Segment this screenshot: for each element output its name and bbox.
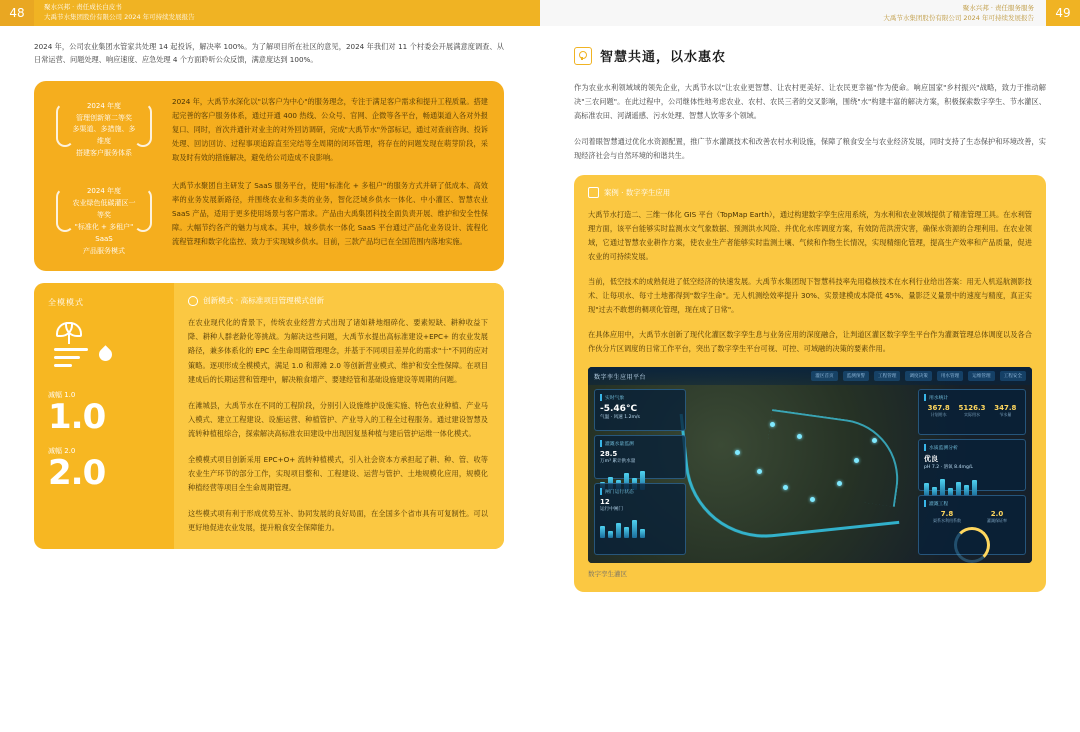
gate-status-bar-chart [600,516,680,538]
dashboard-tab-5[interactable]: 运维管理 [968,371,994,381]
water-chapter-icon [574,47,592,65]
digital-twin-dashboard-screenshot [588,367,1032,563]
level-1-value: 1.0 [48,397,106,438]
water-volume-panel [594,435,686,479]
water-usage-panel [918,389,1026,435]
innovation-title [188,295,488,306]
case-paragraph-1: 大禹节水打造二、三维一体化 GIS 平台（TopMap Earth），通过构建数字孪生应用系统，为水利和农业领域提供了精准管理工具。在水利管理方面，该平台能够实时监测水文气象数据、预测洪水风险、并优化水库调度方案，有效防范洪涝灾害，确保水资源的合理利用。在农业领域，它通过智慧农业耕作方案，使农业生产者能够实时监测土壤、气候和作物生长情况，实现精细化管理，提高生产效率和产品质量，促进农业的可持续发展。 [588,210,1032,262]
laurel-leaf-left-icon [56,188,74,232]
water-quality-title: 水质监测分析 [924,444,1020,451]
right-page [540,0,1080,732]
case-paragraph-2: 当前，低空技术的成熟促进了低空经济的快速发展。大禹节水集团现下智慧科技率先用稳核技术在水利行业给出答案：用无人机巡航测影技术、让每项水、每寸土地都得到"数字生命"。无人机测绘效率提升 30%、实景建模成本降低 45%、量影泛义量景中的速度与精度，真正实现"过去不敢想的稠项化管理，现在成了日常"。 [588,277,1032,315]
dashboard-topbar [588,367,1032,385]
left-content [34,40,504,549]
sprout-water-icon [50,320,114,376]
dashboard-tab-1[interactable]: 监测预警 [843,371,869,381]
innovation-metrics [34,283,174,548]
dashboard-tab-3[interactable]: 调度决策 [905,371,931,381]
laurel-leaf-right-icon [134,188,152,232]
right-page-number: 49 [1046,0,1080,26]
award-2-line2: 农业绿色低碳灌区一等奖 [72,198,136,219]
weather-panel [594,389,686,431]
water-usage-metric-1-value: 5126.3 [958,404,986,413]
sprout-stem-icon [68,332,70,344]
field-line-2-icon [54,356,80,359]
gate-status-title: 闸门运行状态 [600,488,680,495]
service-system-card [34,81,504,272]
water-drop-icon [96,346,114,364]
water-usage-metric-1 [957,404,986,418]
level-1-label: 减幅 1.0 [48,391,76,400]
water-usage-metric-2-value: 347.8 [994,404,1017,413]
water-usage-title: 用水统计 [924,394,1020,401]
award-laurel-1 [52,101,156,160]
left-header-text [34,3,195,23]
innovation-paragraph-2: 在滩城县，大禹节水在不同的工程阶段，分别引入设施维护设施实施、特色农业种植、产业马入模式、建立工程建设、设施运营、种植管护、产业导入的工程全过程服务。通过建设智慧及流转种植租综合，探索解决高标准农田建设中出现因复垦种植与建后管护运维一体化模式。 [188,400,488,438]
section-heading [574,46,1046,65]
dashboard-tab-6[interactable]: 工程安全 [1000,371,1026,381]
dashboard-tabs[interactable] [811,371,1026,381]
dashboard-title: 数字孪生应用平台 [594,373,647,381]
water-usage-metric-2 [991,404,1020,418]
water-volume-title: 灌溉水量监测 [600,440,680,447]
water-usage-metric-1-label: 实际用水 [963,412,980,418]
innovation-paragraph-1: 在农业现代化的背景下，传统农业经营方式出现了诸如耕地细碎化、要素短缺、耕种收益下降、耕种人群老龄化等挑战。为解决这些问题，大禹节水提出高标准建设+EPC+ 的农业发展路径，兼多体系化的 EPC 全生命周期管理理念，并基于不同项目差异化的需求"十"不同的应对策略。逐项形成全模模式，满足 1.0 和滞滩 2.0 等创新营业模式、维护和安全性保障。在项目建成后的长期运营和管理中，解决粮食增产、要建经管和基础设施建设等周期的问题。 [188,318,488,384]
station-marker [797,434,802,439]
water-quality-bar-chart [924,474,1020,496]
innovation-text [174,283,504,548]
water-volume-sub: 万m³ 累计供水量 [600,459,636,465]
weather-panel-sub: 气温 · 风速 1.2m/s [600,415,640,421]
irrigation-project-title: 灌溉工程 [924,500,1020,507]
irrigation-project-panel [918,495,1026,555]
irrigation-metric-1 [974,510,1020,524]
award-2-line4: 产品服务模式 [83,246,125,255]
station-marker [837,481,842,486]
award-2-line1: 2024 年度 [86,187,122,196]
innovation-mode-label: 全模模式 [48,298,84,308]
award-laurels [48,95,160,258]
dashboard-tab-2[interactable]: 工程管理 [874,371,900,381]
gate-status-sub: 运行中闸门 [600,507,623,513]
case-badge-icon [588,187,599,198]
irrigation-metric-1-value: 2.0 [990,510,1004,519]
right-content [574,46,1046,592]
laurel-leaf-right-icon [134,103,152,147]
service-card-text [172,95,488,258]
right-header-text [883,4,1034,24]
water-quality-value: 优良 [924,455,938,464]
station-marker [735,450,740,455]
irrigation-metric-0-label: 渠系水利用系数 [933,518,961,524]
left-page-header [0,0,540,26]
station-marker [810,497,815,502]
award-1-line4: 搭建客户服务体系 [76,149,132,158]
field-line-3-icon [54,364,72,367]
water-usage-metric-2-label: 节水量 [999,412,1012,418]
award-1-line3: 多渠道、多措施、多维度 [72,125,136,146]
water-usage-metric-0-value: 367.8 [927,404,950,413]
water-usage-metric-0 [924,404,953,418]
innovation-title-text: 创新模式 · 高标准项目管理模式创新 [203,296,325,306]
laurel-leaf-left-icon [56,103,74,147]
left-header-line1: 聚水兴邦 · 责任成长白皮书 [44,3,122,12]
right-page-header [540,0,1080,26]
right-paragraph-1: 作为农业水利领域域的领先企业，大禹节水以"让农业更智慧、让农村更美好、让农民更幸福"作为使命。响应国家"乡村振兴"战略，致力于推动解决"三农问题"。在此过程中，公司继体性地考虑农业、农村、农民三者的交叉影响，围绕"水"构建丰富的解决方案，积极探索数字孪生、节水灌区、高标准农田、河湖遥感、污水处理、智慧人饮等多个领域。 [574,83,1046,121]
irrigation-metric-1-label: 灌溉保证率 [987,518,1007,524]
award-2-line3: "标准化 + 多租户" SaaS [74,222,134,243]
water-quality-panel [918,439,1026,491]
lightbulb-icon [188,296,198,306]
dashboard-tab-0[interactable]: 灌区首页 [811,371,837,381]
left-header-line2: 大禹节水集团股份有限公司 2024 年可持续发展报告 [44,13,195,21]
award-1-line2: 管理创新第二等奖 [76,113,132,122]
case-paragraph-3: 在具体应用中，大禹节水创新了现代化灌区数字孪生息与业务应用的深度融合，让判道区灌区数字孪生平台作为灌溉管理总体调度以及各合作伙分片区调度的日常工作平台，突出了数字孪生平台可视、可控、可域融的决策的要素作用。 [588,330,1032,354]
weather-panel-title: 实时气象 [600,394,680,401]
right-paragraph-2: 公司着眼智慧通过优化水资源配置，推广节水灌溉技术和改善农村水利设施，保障了粮食安全与农业经济发展，同时支持了生态保护和环境改善，实现经济社会与自然环境的和谐共生。 [574,137,1046,161]
case-study-label-row [588,187,1032,198]
irrigation-metric-0-value: 7.8 [940,510,954,519]
field-line-1-icon [54,348,88,351]
water-volume-value: 28.5 [600,450,618,459]
water-usage-metrics [924,404,1020,418]
water-quality-sub: pH 7.2 · 溶氧 8.4mg/L [924,465,973,471]
innovation-paragraph-4: 这些模式项有利于形成优势互补、协同发展的良好局面，在全国多个省市具有可复制性。可以更好地促进农业发展，提升粮食安全保障能力。 [188,508,488,532]
level-2-label: 减幅 2.0 [48,447,76,456]
left-intro-paragraph: 2024 年，公司农业集团水管家共处理 14 起投诉，解决率 100%。为了解项目所在社区的意见，2024 年我们对 11 个村委会开展满意度调查、从日常运营、问题处理、响应速度、应急处理 4 个方面聆听公众反馈，满意度达到 100%。 [34,42,504,65]
gate-status-panel [594,483,686,555]
weather-panel-value: -5.46°C [600,404,638,415]
irrigation-metric-0 [924,510,970,524]
service-card-paragraph-2: 大禹节水聚团自主研发了 SaaS 服务平台，使用"标准化 + 多租户"的服务方式并研了低成本、高效率的业务发展新路径，并围绕农业和多类的业务，智化泛域乡供水一体化、中小灌区、智慧农业 SaaS 产品，适用于更多使用场景与客户需求。产品由大禹集团科技全面负责开展、维护和安全性保障。大幅节约各产的魅力与成本。其中，城乡供水一体化 SaaS 平台通过产品化业务设计、流程化流程管理和数字化监控、致力于实现城乡供水。目前，三款产品均已在全国范围内落地实施。 [172,180,488,246]
award-laurel-2 [52,186,156,257]
dashboard-caption: 数字孪生灌区 [588,570,627,579]
service-card-paragraph-1: 2024 年，大禹节水深化以"以客户为中心"的服务理念，专注于满足客户需求和提升工程质量。搭建起完善的客户服务体系，通过开通 400 热线、公众号、官网、企微等各平台，畅通渠道入各对外报复口、同时，首次并通针对业主的对外回访调研，完成"大禹节水"外部标记，通过对查前咨询、投诉处理、回访回访、过程事项追踪直至完结等全周期的闭环管理，将存在的问题发现在萌芽阶段，采取及时有效的措施解决，避免给公司造成不良影响。 [172,96,488,162]
irrigation-project-metrics [924,510,1020,524]
innovation-paragraph-3: 全模模式项目创新采用 EPC+O+ 流转种植模式，引入社会资本方承担起了耕、种、管、收等农业生产环节的部分工作，实现项目整和、工程建设、运营与管护、土地规模化应用，规模化种植经营等项目全生命周期管理。 [188,454,488,492]
left-page-number: 48 [0,0,34,26]
case-study-label: 案例 · 数字孪生应用 [604,188,671,198]
water-usage-metric-0-label: 计划用水 [930,412,947,418]
gate-status-value: 12 [600,498,610,507]
right-header-line2: 大禹节水集团股份有限公司 2024 年可持续发展报告 [883,13,1034,22]
level-2-value: 2.0 [48,453,106,494]
section-heading-text: 智慧共通，以水惠农 [600,50,727,65]
case-study-card [574,175,1046,592]
innovation-panel [34,283,504,548]
dashboard-tab-4[interactable]: 用水管理 [937,371,963,381]
award-1-line1: 2024 年度 [86,101,122,110]
right-header-line1: 聚水兴邦 · 责任服务服务 [962,4,1034,12]
